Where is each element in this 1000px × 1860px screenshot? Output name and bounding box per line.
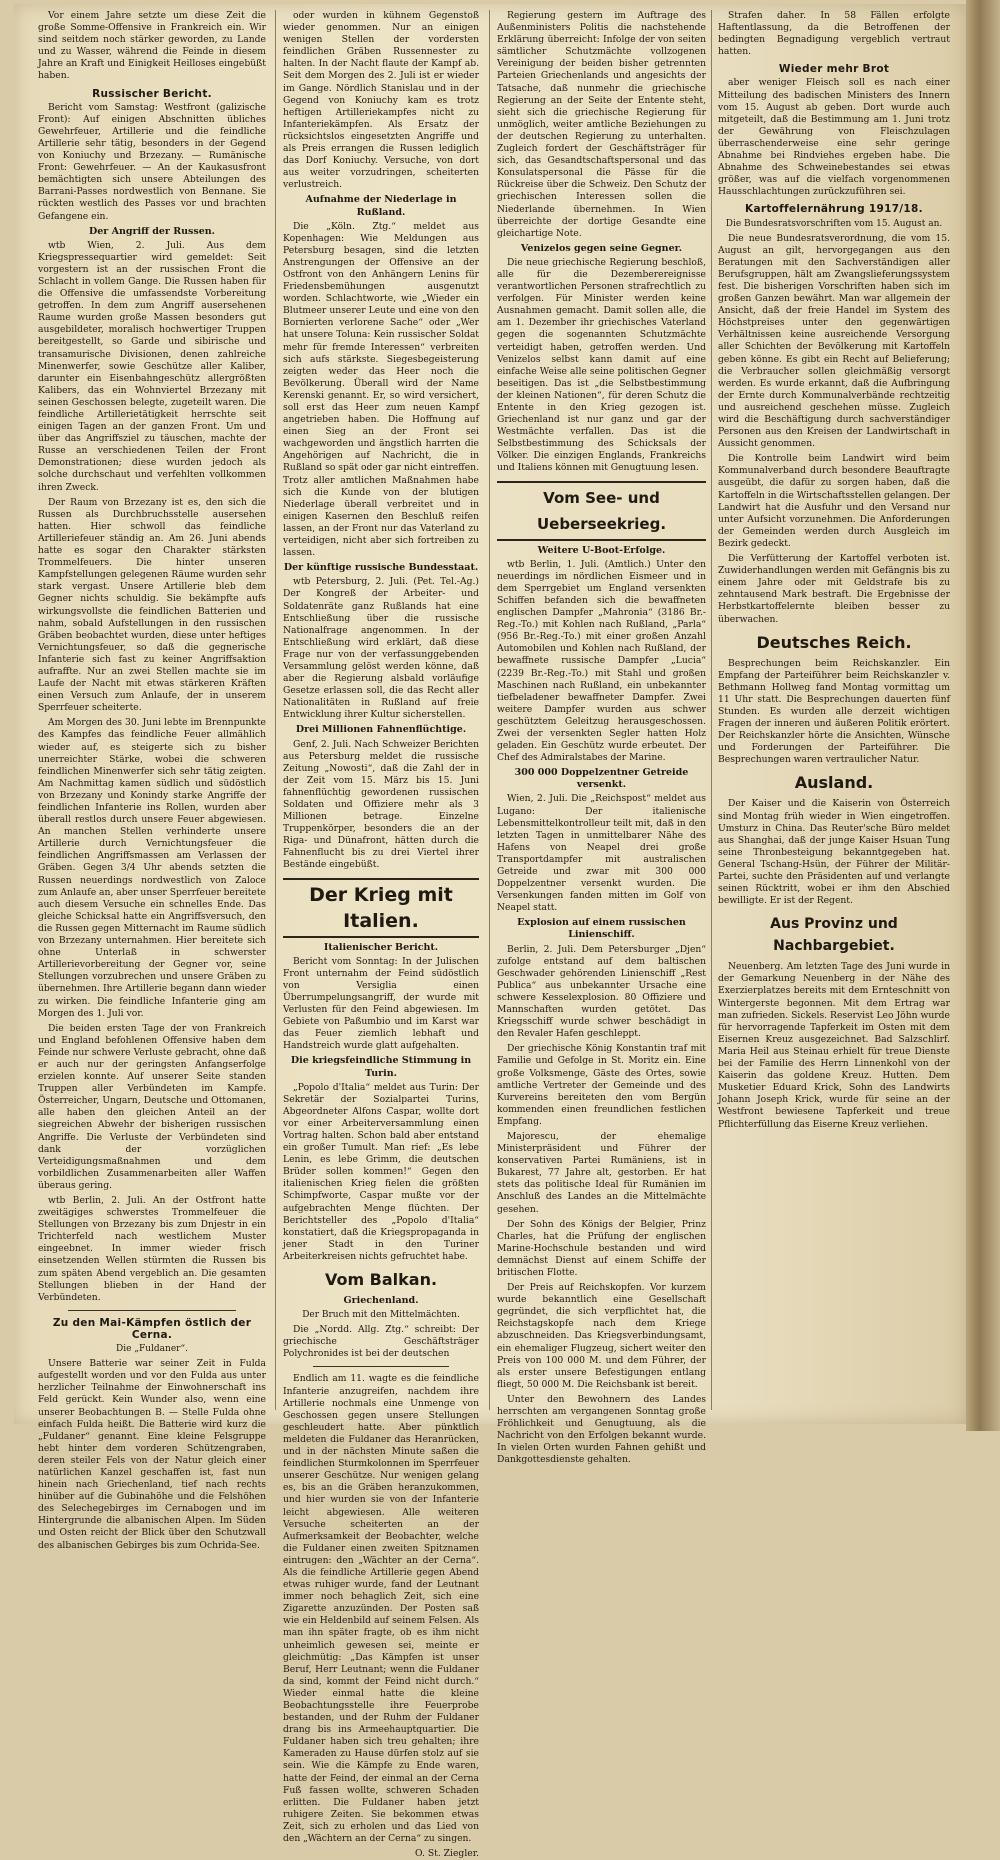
paragraph: Der Kaiser und die Kaiserin von Österreich sind Montag früh wieder in Wien eingetroffen. Umsturz in China. Das Reuter'sche Büro meldet aus Shanghai, daß der junge Kaiser Hsuan Tung seine Thronbesteigung bekanntgegeben hat. General Tschang-Hsün, der Führer der Militär-Partei, suchte den Präsidenten auf und verlangte seinen Rücktritt, wobei er ihm den Abschied bewilligte. Er ist der Regent. — [718, 798, 950, 907]
divider — [313, 1366, 449, 1367]
heading-more-bread: Wieder mehr Brot — [778, 63, 890, 76]
section-title-balkan: Vom Balkan. — [324, 1270, 438, 1289]
paragraph: oder wurden in kühnem Gegenstoß wieder genommen. Nur an einigen wenigen Stellen der vordersten feindlichen Gräben Russennester zu halten. In der Nacht flaute der Kampf ab. Seit dem Morgen des 2. Juli ist er wieder im Gange. Nördlich Stanislau und in der Gegend von Koniuchy kam es trotz heftigen Artilleriekampfes nicht zu Infanteriekämpfen. Als Ersatz der rücksichtslos eingesetzten Angriffe und als Preis errangen die Russen lediglich das Dorf Koniuchy. Versuche, von dort aus weiter vorzudringen, scheiterten verlustreich. — [283, 10, 479, 191]
heading-explosion: Explosion auf einem russischen Linienschiff. — [517, 917, 686, 941]
heading-turin: Die kriegsfeindliche Stimmung in Turin. — [290, 1055, 472, 1079]
paragraph: Die Kontrolle beim Landwirt wird beim Kommunalverband durch besondere Beauftragte ausgeübt, die dafür zu sorgen haben, daß die Kartoffeln in die Wirtschaftsstellen gelangen. Der Landwirt hat die Ausfuhr und den Versand nur unter Aufsicht vorzunehmen. Die Anforderungen der Gemeinden werden durch Ausgleich im Bezirk gedeckt. — [718, 453, 950, 549]
heading-potato-supply: Kartoffelernährung 1917/18. — [745, 203, 923, 216]
paragraph: Regierung gestern im Auftrage des Außenministers Politis die nachstehende Erklärung überreicht: Infolge der von seiten sämtlicher Schutzmächte vollzogenen Vereinigung der beiden bisher getrennten Parteien Griechenlands und angesichts der Tatsache, daß nunmehr die griechische Regierung an der Seite der Entente steht, sieht sich die griechische Regierung für unmöglich, weiter amtliche Beziehungen zu der deutschen Regierung zu unterhalten. Zugleich fordert der Geschäftsträger für sich, das Gesandtschaftspersonal und das Konsulatspersonal die Pässe für die Rückreise über die Schweiz. Den Schutz der griechischen Interessen sollen die Niederlande übernehmen. In Wien überreichte der dortige Gesandte eine gleichartige Note. — [497, 10, 706, 239]
heading-deserters: Drei Millionen Fahnenflüchtige. — [295, 724, 467, 736]
paragraph: Bericht vom Sonntag: In der Julischen Front unternahm der Feind südöstlich von Versiglia einen Überrumpelungsangriff, der wurde mit Verlusten für den Feind abgewiesen. Im Gebiete von Paßumbio und im Karst war das Feuer ziemlich lebhaft und Handstreich wurde glatt aufgehalten. — [283, 955, 479, 1052]
column-rule — [489, 10, 490, 1410]
column-4 — [718, 10, 950, 1418]
paragraph: wtb Petersburg, 2. Juli. (Pet. Tel.-Ag.) Der Kongreß der Arbeiter- und Soldatenräte ganz Rußlands hat eine Entschließung über die russische Nationalfrage angenommen. In der Entschließung wird erklärt, daß diese Frage nur von der verfassunggebenden Versammlung gelöst werden könne, daß aber die Regierung alsbald vorläufige Gesetze erlassen soll, die das Recht aller Nationalitäten in Rußland auf freie Entwicklung ihrer Kultur sicherstellen. — [283, 576, 479, 721]
column-2 — [283, 10, 479, 1860]
paragraph: wtb Berlin, 1. Juli. (Amtlich.) Unter den neuerdings im nördlichen Eismeer und in dem Sperrgebiet um England versenkten Schiffen befanden sich die bewaffneten englischen Dampfer „Mahronia“ (3186 Br.-Reg.-To.) mit Kohlen nach Rußland, „Parla“ (956 Br.-Reg.-To.) mit einer großen Anzahl Automobilen und Kohlen nach Rußland, der bewaffnete russische Dampfer „Lucia“ (2239 Br.-Reg.-To.) mit Stahl und großen Maschinen nach Rußland, ein unbekannter tiefbeladener bewaffneter Dampfer. Zwei weitere Dampfer wurden aus schwer geschütztem Geleitzug herausgeschossen. Zwei der versenkten Segler hatten Holz geladen. Ein Geschütz wurde erbeutet. Der Chef des Admiralstabes der Marine. — [497, 558, 706, 764]
author-signature: O. St. Ziegler. — [415, 1848, 479, 1860]
paragraph: Strafen daher. In 58 Fällen erfolgte Haftentlassung, da die Betroffenen der bedingten Begnadigung vergeblich vertraut hatten. — [718, 10, 950, 58]
subheading-fuldaner: Die „Fuldaner“. — [116, 1344, 188, 1355]
paragraph: Genf, 2. Juli. Nach Schweizer Berichten aus Petersburg meldet die russische Zeitung „Nowosti“, daß die Zahl der in der Zeit vom 15. März bis 15. Juni fahnenflüchtig gewordenen russischen Soldaten und Offiziere mehr als 3 Millionen betrage. Einzelne Truppenkörper, besonders die an der Riga- und Dünafront, hätten durch die Fahnenflucht bis zu drei Viertel ihrer Bestände eingebüßt. — [283, 738, 479, 871]
page-fold-edge — [966, 0, 1000, 1431]
paragraph: Berlin, 2. Juli. Dem Petersburger „Djen“ zufolge entstand auf dem baltischen Geschwader gehörenden Linienschiff „Rest Publica“ aus unbekannter Ursache eine schwere Kesselexplosion. 80 Offiziere und Mannschaften wurden getötet. Das Kriegsschiff wurde schwer beschädigt in den Revaler Hafen geschleppt. — [497, 943, 706, 1040]
paragraph: Endlich am 11. wagte es die feindliche Infanterie anzugreifen, nachdem ihre Artillerie nochmals eine Unmenge von Geschossen gegen unsere Stellungen geschleudert hatte. Aber pünktlich meldeten die Fuldaner das Heranrücken, und in der nächsten Minute saßen die feindlichen Sturmkolonnen im Sperrfeuer unserer Geschütze. Nur wenigen gelang es, bis an die Gräben heranzukommen, und hier wurden sie von der Infanterie leicht abgewiesen. Alle weiteren Versuche scheiterten an der Aufmerksamkeit der Beobachter, welche die Fuldaner einen zweiten Spitznamen eintrugen: den „Wächter an der Cerna“. Als die feindliche Artillerie gegen Abend etwas ruhiger wurde, fand der Leutnant immer noch behaglich Zeit, sich eine Zigarette anzuzünden. Der Posten saß wie ein Heldenbild auf seinem Felsen. Als man ihn später fragte, ob es ihm nicht unheimlich gewesen sei, meinte er gleichmütig: „Das Kämpfen ist unser Beruf, Herr Leutnant; wenn die Fuldaner da sind, kommt der Feind nicht durch.“ Wieder einmal hatte die kleine Beobachtungsstelle ihre Feuerprobe bestanden, und der Ruhm der Fuldaner drang bis ins Armeehauptquartier. Die Fuldaner haben sich treu gehalten; ihre Kameraden zu Hause dürfen stolz auf sie sein. Wie die Kämpfe zu Ende waren, hatte der Feind, der einmal an der Cerna Fuß fassen wollte, schweren Schaden erlitten. Die Fuldaner haben jetzt ruhigere Zeiten. Sie bekommen etwas Zeit, sich zu erholen und das Lied von den „Wächtern an der Cerna“ zu singen. — [283, 1373, 479, 1845]
paragraph: Die „Nordd. Allg. Ztg.“ schreibt: Der griechische Geschäftsträger Polychronides ist bei der deutschen — [283, 1324, 479, 1360]
paragraph: Der Sohn des Königs der Belgier, Prinz Charles, hat die Prüfung der englischen Marine-Hochschule bestanden und wird demnächst Dienst auf einem Schiffe der britischen Flotte. — [497, 1218, 706, 1278]
column-1 — [38, 10, 266, 1551]
section-title-province: Aus Provinz und Nachbargebiet. — [770, 916, 898, 955]
section-title-german-reich: Deutsches Reich. — [756, 632, 912, 652]
section-title-abroad: Ausland. — [794, 773, 874, 793]
paragraph: Die „Köln. Ztg.“ meldet aus Kopenhagen: Wie Meldungen aus Petersburg besagen, sind die letzten Anstrengungen der Offensive an der Ostfront von den Anhängern Lenins für Friedensbemühungen ausgenutzt worden. Schlachtworte, wie „Wieder ein Blutmeer unserer Leute und eine von den Bornierten verlorene Sache“ oder „Wer hat unsere Toluna: Kein russischer Soldat mehr für fremde Interessen“ verbreiten sich aufs stärkste. Siegesbegeisterung zeigten weder das Heer noch die Bevölkerung. Überall wird der Name Kerenski genannt. Er, so wird versichert, soll erst das Heer zum neuen Kampf angetrieben haben. Die Hoffnung auf einen Sieg an der Front sei wachgeworden und ängstlich harrten die Angehörigen auf Nachricht, die in Rußland so spät oder gar nicht eintreffen. Trotz aller amtlichen Maßnahmen habe sich die Kunde von der blutigen Niederlage überall verbreitet und in einigen Kasernen den Beschluß reifen lassen, an der Front nur das Vaterland zu verteidigen, nicht aber sich fortreiben zu lassen. — [283, 220, 479, 559]
heading-grain-sunk: 300 000 Doppelzentner Getreide versenkt. — [514, 767, 689, 791]
paragraph: Der Raum von Brzezany ist es, den sich die Russen als Durchbruchsstelle ausersehen hatten. Hier schwoll das feindliche Artilleriefeuer ständig an. Am 26. Juni abends hatte es sogar den Charakter stärksten Trommelfeuers. Die hinter unseren Kampfstellungen gelegenen Räume wurden sehr stark vergast. Unsere Artillerie bleb dem Gegner nichts schuldig. Sie bekämpfte aufs wirkungsvollste die feindlichen Batterien und nahm, sobald Aufstellungen in den russischen Gräben beobachtet wurden, diese unter heftiges Vernichtungsfeuer, so daß die gegnerische Infanterie sich fast zu keiner Angriffsaktion aufraffte. Nur an zwei Stellen machte sie im Laufe der Nacht mit etwas stärkeren Kräften einen Versuch zum Anlaufe, der in unserem Sperrfeuer scheiterte. — [38, 496, 266, 714]
heading-italian-report: Italienischer Bericht. — [323, 941, 439, 953]
column-rule — [711, 10, 712, 1410]
heading-federal-state: Der künftige russische Bundesstaat. — [283, 562, 479, 574]
section-title-italy: Der Krieg mit Italien. — [283, 878, 479, 938]
column-3 — [497, 10, 706, 1466]
paragraph: wtb Berlin, 2. Juli. An der Ostfront hatte zweitägiges schwerstes Trommelfeuer die Stellungen von Brzezany bis zum Dnjestr in ein Trichterfeld nach westlichem Muster eingeebnet. In immer wieder frisch einsetzenden Wellen stürmten die Russen bis zum späten Abend vergeblich an. Die gesamten Stellungen blieben in der Hand der Verbündeten. — [38, 1195, 266, 1303]
heading-venizelos: Venizelos gegen seine Gegner. — [520, 242, 683, 254]
paragraph: Der griechische König Konstantin traf mit Familie und Gefolge in St. Moritz ein. Eine große Volksmenge, Gäste des Ortes, sowie amtliche Vertreter der Gemeinde und des Kurvereins bereiteten den vom Bergün kommenden einen freundlichen festlichen Empfang. — [497, 1043, 706, 1127]
heading-russian-report: Russischer Bericht. — [92, 87, 212, 100]
paragraph: Besprechungen beim Reichskanzler. Ein Empfang der Parteiführer beim Reichskanzler v. Bethmann Hollweg fand Montag vormittag um 11 Uhr statt. Die Besprechungen dauerten fünf Stunden. Es wurden alle derzeit wichtigen Fragen der inneren und äußeren Politik erörtert. Der Reichskanzler hörte die Ansichten, Wünsche und Forderungen der Parteiführer. Die Besprechungen waren vertraulicher Natur. — [718, 657, 950, 766]
subheading-break: Der Bruch mit den Mittelmächten. — [302, 1310, 460, 1321]
paragraph: Neuenberg. Am letzten Tage des Juni wurde in der Gemarkung Neuenberg in der Nähe des Exerzierplatzes bereits mit dem Ernteschnitt von Wintergerste begonnen. Mit dem Ertrag war man zufrieden. Sickels. Reservist Leo Jöhn wurde für hervorragende Tapferkeit im Osten mit dem Eisernen Kreuz ausgezeichnet. Bad Salzschlirf. Maria Heil aus Steinau erhielt für treue Dienste bei der Familie des Herrn Linnenkohl von der Kaiserin das goldene Kreuz. Hutten. Dem Musketier Eduard Krick, Sohn des Landwirts Johann Joseph Krick, wurde für seine an der Westfront bewiesene Tapferkeit und treue Pflichterfüllung das Eiserne Kreuz verliehen. — [718, 961, 950, 1130]
paragraph: aber weniger Fleisch soll es nach einer Mitteilung des badischen Ministers des Innern vom 15. August ab geben. Dort wurde auch mitgeteilt, daß die Bestimmung am 1. Juni trotz der Gewährung von Fleischzulagen überraschenderweise eine sehr geringe Abnahme bei Rindviehes ergeben habe. Die Abnahme des Schweinebestandes sei etwas größer, was auf die vielfach vorgenommenen Hausschlachtungen zurückzuführen sei. — [718, 77, 950, 198]
heading-uboat: Weitere U-Boot-Erfolge. — [537, 544, 666, 556]
paragraph: Wien, 2. Juli. Die „Reichspost“ meldet aus Lugano: Der italienische Lebensmittelkontrolleur teilt mit, daß in den letzten Tagen in unmittelbarer Nähe des Hafens von Neapel drei große Transportdampfer mit australischen Getreide und zwar mit 300 000 Doppelzentner versenkt wurden. Die Versenkungen fanden mitten im Golf von Neapel statt. — [497, 793, 706, 914]
paragraph: Unter den Bewohnern des Landes herrschten am vergangenen Sonntag große Fröhlichkeit und Genugtuung, als die Nachricht von den Erfolgen bekannt wurde. In vielen Orten wurden Fahnen gehißt und Dankgottesdienste gehalten. — [497, 1393, 706, 1466]
section-title-sea-war: Vom See- und Ueberseekrieg. — [497, 481, 706, 541]
paragraph: Unsere Batterie war seiner Zeit in Fulda aufgestellt worden und vor den Fulda aus unter herzlicher Teilnahme der Einwohnerschaft ins Feld gerückt. Kein Wunder also, wenn eine unserer Beobachtungen B. — Stelle Fulda ohne einfach Fulda heißt. Die Batterie wird kurz die „Fuldaner“ genannt. Eine kleine Felsgruppe hebt hinter dem vorderen Schützengraben, deren steiler Fels von der Natur gleich einer natürlichen Kanzel geschaffen ist, fast nun hinein nach Griechenland, tief nach rechts hinüber auf die Gubinahöhe und die Felshöhen des Selechegebirges im Cernabogen und im Hintergrunde die albanischen Alpen. Im Süden und Osten reicht der Blick über den Schutzwall des albanischen Gebirges bis zum Ochrida-See. — [38, 1358, 266, 1551]
heading-cerna: Zu den Mai-Kämpfen östlich der Cerna. — [52, 1316, 252, 1341]
heading-defeat-russia: Aufnahme der Niederlage in Rußland. — [305, 194, 457, 218]
paragraph: Der Preis auf Reichskopfen. Vor kurzem wurde bekanntlich eine Gesellschaft gegründet, die sich verpflichtet hat, die Reichstagskopfe nach dem Kriege abzuschneiden. Das Kriegsverbindungsamt, ein ehemaliger Flugzeug, sichert weiter den Preis von 100 000 M. und dem Führer, der als erster unsere Befestigungen entlang fliegt, 50 000 M. Die Reichsbank ist bereit. — [497, 1282, 706, 1390]
paragraph: Bericht vom Samstag: Westfront (galizische Front): Auf einigen Abschnitten übliches Gewehrfeuer, Artillerie und die feindliche Artillerie sehr tätig, besonders in der Gegend von Koniuchy und Brzezany. — Rumänische Front: Gewehrfeuer. — An der Kaukasusfront bemächtigten sich unsere Abteilungen des Barrani-Passes nordwestlich von Bennane. Sie rückten westlich des Passes vor und brachten Gefangene ein. — [38, 101, 266, 222]
column-rule — [275, 10, 276, 1410]
paragraph: Am Morgen des 30. Juni lebte im Brennpunkte des Kampfes das feindliche Feuer allmählich wieder auf, es steigerte sich zu bisher unerreichter Stärke, wobei die schweren feindlichen Minenwerfer sich sehr tätig zeigten. Am Nachmittag kamen südlich und südöstlich von Brzezany und Konindy starke Angriffe der feindlichen Infanterie ins Rollen, wurden aber überall restlos durch unsere Feuer abgewiesen. An manchen Stellen verhinderte unsere Artillerie durch Vernichtungsfeuer die feindlichen Angriffsmassen am Verlassen der Gräben. Gegen 3/4 Uhr abends setzten die Russen neuerdings nordwestlich von Zaloce zum Anlaufe an, aber unser Sperrfeuer bereitete auch diesem Versuche ein schnelles Ende. Das gleiche Schicksal hatte ein Angriffsversuch, den die Russen gegen Mitternacht im Raume südlich von Brzezany unternahmen. Hier bereitete sich ohne Unterlaß in schwerster Artillerievorbereitung der Gegner vor, seine Stellungen vorzubrechen und unsere Gräben zu übernehmen. Ihre Artillerie begann dann wieder zu wirken. Die feindliche Infanterie ging am Morgen des 1. Juli vor. — [38, 717, 266, 1019]
paragraph: Die Verfütterung der Kartoffel verboten ist. Zuwiderhandlungen werden mit Gefängnis bis zu einem Jahre oder mit Geldstrafe bis zu zehntausend Mark bestraft. Die Ergebnisse der Herbstkartoffelernte bleiben besser zu überwachen. — [718, 553, 950, 625]
paragraph: wtb Wien, 2. Juli. Aus dem Kriegspressequartier wird gemeldet: Seit vorgestern ist an der russischen Front die Schlacht in vollem Gange. Die Russen haben für die Offensive die umfassendste Vorbereitung getroffen. In dem zum Angriff ausersehenen Raume wurden große Massen besonders gut ausgebildeter, moralisch hochwertiger Truppen bereitgestellt, so Garde und sibirische und transamurische Divisionen, denen zahlreiche Minenwerfer, sowie Geschütze aller Kaliber, darunter ein Eisenbahngeschütz allergrößten Kalibers, das ein Wohnviertel Brzezany mit seinen Geschossen belegte, zugeteilt waren. Die feindliche Artillerietätigkeit herrschte seit einigen Tagen an der ganzen Front. Um und über das Angriffsziel zu täuschen, machte der Russe an verschiedenen Teilen der Front Demonstrationen; diese wurden jedoch als solche durchschaut und verfehlten vollkommen ihren Zweck. — [38, 239, 266, 493]
paragraph: Die beiden ersten Tage der von Frankreich und England befohlenen Offensive haben dem Feinde nur schwere Verluste gebracht, ohne daß er auch nur der geringsten Anfangserfolge erzielen konnte. Auf unserer Seite standen Truppen aller Verbündeten im Kampfe. Österreicher, Ungarn, Deutsche und Ottomanen, alle haben den gleichen Anteil an der siegreichen Abwehr der bisherigen russischen Angriffe. Die Verluste der Verbündeten sind dank der vorzüglichen Verteidigungsmaßnahmen und dem vorbildlichen Zusammenarbeiten aller Waffen überaus gering. — [38, 1022, 266, 1191]
paragraph: „Popolo d'Italia“ meldet aus Turin: Der Sekretär der Sozialpartei Turins, Abgeordneter Alfons Caspar, wollte dort vor einer Arbeiterversammlung einen Vortrag halten. Schon bald aber entstand ein großer Tumult. Man rief: „Es lebe Lenin, es lebe Grimm, die deutschen Brüder sollen kommen!“ Gegen den italienischen Krieg fielen die größten Schimpfworte, Caspar mußte vor der aufgebrachten Menge flüchten. Der Berichtsteller des „Popolo d'Italia“ konstatiert, daß die Kriegspropaganda in jener Stadt in den Turiner Arbeiterkreisen nichts gefruchtet habe. — [283, 1081, 479, 1262]
paragraph: Die neue Bundesratsverordnung, die vom 15. August an gilt, hervorgegangen aus den Beratungen mit den Sachverständigen aller Berufsgruppen, hält am Zwangslieferungssystem fest. Die bisherigen Vorschriften haben sich im großen Ganzen bewährt. Man war allgemein der Ansicht, daß der freie Handel im System des Höchstpreises unter den gegenwärtigen Verhältnissen keine ausreichende Versorgung aller Schichten der Bevölkerung mit Kartoffeln geben könne. Es gibt ein Recht auf Belieferung; die Verbraucher sollen gleichmäßig versorgt werden. Es wurde erkannt, daß die Aufbringung der Ernte durch Kommunalverbände rechtzeitig und ausreichend geschehen müsse. Zugleich wird die Beschäftigung durch sachverständiger Personen aus den Kreisen der Landwirtschaft in Aussicht genommen. — [718, 232, 950, 450]
subheading-potato: Die Bundesratsvorschriften vom 15. August an. — [725, 218, 943, 229]
heading-russian-attack: Der Angriff der Russen. — [89, 225, 215, 237]
heading-greece: Griechenland. — [343, 1295, 419, 1306]
paragraph: Majorescu, der ehemalige Ministerpräsident und Führer der konservativen Partei Rumäniens, ist in Bukarest, 77 Jahre alt, gestorben. Er hat stets das politische Ideal für Rumänien im Anschluß des Landes an die Mittelmächte gesehen. — [497, 1130, 706, 1215]
intro-paragraph: Vor einem Jahre setzte um diese Zeit die große Somme-Offensive in Frankreich ein. Wir sind seitdem noch stärker geworden, zu Lande und zu Wasser, während die Feinde in diesem Jahre an Kraft und Einigkeit Heilloses eingebüßt haben. — [38, 10, 266, 82]
divider — [68, 1310, 236, 1311]
paragraph: Die neue griechische Regierung beschloß, alle für die Dezemberereignisse verantwortlichen Personen strafrechtlich zu verfolgen. Für Minister werden keine Ausnahmen gemacht. Damit sollen alle, die am 1. Dezember ihr griechisches Vaterland gegen die sogenannten Schutzmächte verteidigt haben, getroffen werden. Und Venizelos selbst kann damit auf eine einfache Weise alle seine politischen Gegner beseitigen. Das ist „die Selbstbestimmung der kleinen Nationen“, für deren Schutz die Entente in den Krieg gezogen ist. Griechenland ist nur ganz und gar der Westmächte verfallen. Das ist die Selbstbestimmung des Schicksals der Völker. Die einzigen Englands, Frankreichs und Italiens können mit Genugtuung lesen. — [497, 256, 706, 474]
